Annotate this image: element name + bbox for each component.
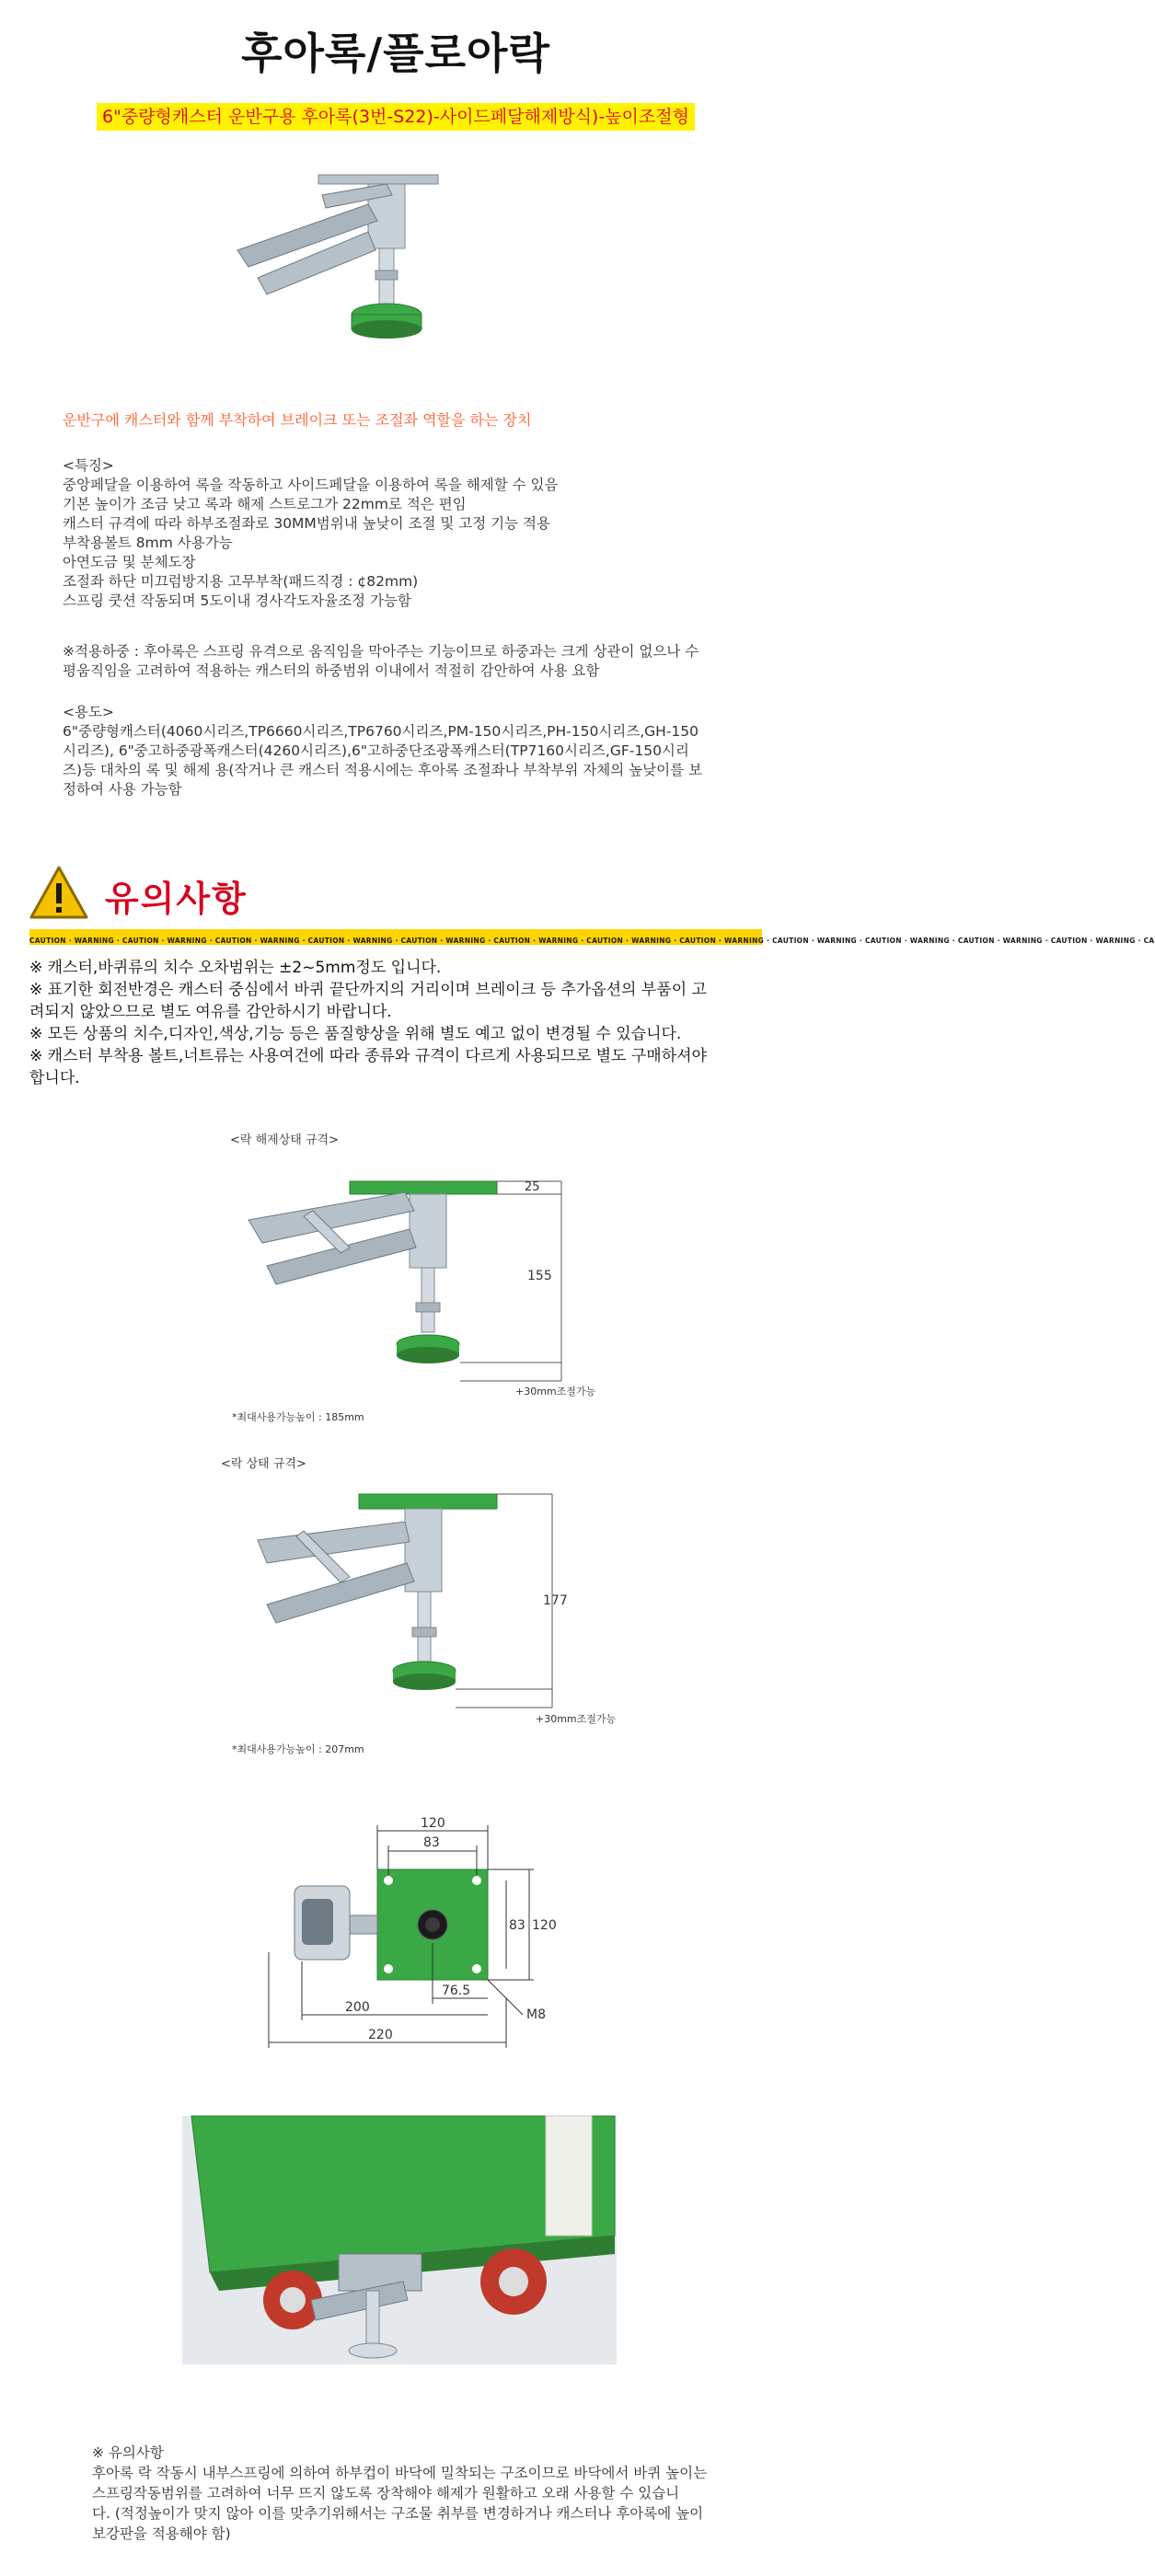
dim-height: 177	[543, 1593, 568, 1608]
dim-bolt: M8	[526, 2007, 546, 2022]
feature-line: 기본 높이가 조금 낮고 록과 해제 스트로그가 22mm로 적은 편임	[63, 496, 467, 512]
footer-line: 스프링작동범위를 고려하여 너무 뜨지 않도록 장착해야 해제가 원활하고 오래 사용할 수 있습니	[92, 2485, 680, 2501]
feature-line: 조절좌 하단 미끄럼방지용 고무부착(패드직경 : ¢82mm)	[63, 573, 419, 590]
warning-band	[29, 929, 1155, 945]
page-title: 후아록/플로아락	[241, 29, 550, 78]
footer-line: 보강판을 적용해야 함)	[92, 2525, 231, 2542]
load-note-section	[63, 642, 744, 681]
usage-line: 즈)등 대차의 록 및 해제 용(작거나 큰 캐스터 적용시에는 후아록 조절좌나 부착부위 자체의 높낮이를 보	[63, 762, 702, 778]
caution-header	[29, 865, 582, 929]
dim-plate-width: 120	[421, 1816, 445, 1831]
warning-band-text: CAUTION · WARNING · CAUTION · WARNING · CAUTION · WARNING · CAUTION · WARNING · CAUTION · WARNING · CAUTION · WARNING · CAUTION · WARNING · CAUTION · WARNING · CAUTION · WARNING · CAUTION · WARNING · CAUTION · WARNING · CAUTION · WARNING · CA	[29, 937, 1155, 945]
usage-heading: <용도>	[63, 704, 114, 720]
application-photo	[182, 2116, 617, 2364]
unlocked-spec-diagram	[212, 1156, 626, 1404]
load-note-line: 평움직임을 고려하여 적용하는 캐스터의 하중범위 이내에서 적절히 감안하여 사용 요함	[63, 662, 600, 679]
dim-top-offset: 25	[525, 1180, 540, 1194]
features-section	[63, 456, 744, 611]
dim-hole-width: 83	[423, 1835, 440, 1850]
plate-dimension-diagram	[230, 1814, 598, 2090]
footer-heading: ※ 유의사항	[92, 2444, 164, 2461]
locked-spec-label: <락 상태 규격>	[221, 1457, 306, 1471]
caution-note: 려되지 않았으므로 별도 여유를 감안하시기 바랍니다.	[29, 1003, 392, 1021]
unlocked-spec-label: <락 해제상태 규격>	[230, 1133, 339, 1147]
feature-line: 중앙페달을 이용하여 록을 작동하고 사이드페달을 이용하여 록을 해제할 수 있음	[63, 477, 559, 493]
caution-note: 합니다.	[29, 1069, 80, 1087]
hero-product-image	[230, 167, 469, 342]
usage-line: 6"중량형캐스터(4060시리즈,TP6660시리즈,TP6760시리즈,PM-150시리즈,PH-150시리즈,GH-150	[63, 723, 699, 740]
usage-line: 시리즈), 6"중고하중광폭캐스터(4260시리즈),6"고하중단조광폭캐스터(TP7160시리즈,GF-150시리	[63, 742, 689, 759]
dim-center-offset: 76.5	[442, 1984, 471, 1998]
feature-line: 부착용볼트 8mm 사용가능	[63, 535, 233, 551]
locked-spec-diagram	[212, 1476, 626, 1733]
caution-note: ※ 캐스터,바퀴류의 치수 오차범위는 ±2~5mm정도 입니다.	[29, 959, 442, 977]
dim-height: 155	[527, 1269, 552, 1283]
dim-adjust: +30mm조절가능	[515, 1386, 596, 1397]
locked-max-height: *최대사용가능높이 : 207mm	[232, 1743, 364, 1755]
caution-note: ※ 캐스터 부착용 볼트,너트류는 사용여건에 따라 종류와 규격이 다르게 사용되므로 별도 구매하셔야	[29, 1047, 707, 1065]
caution-notes	[29, 957, 766, 1089]
feature-line: 스프링 쿳션 작동되며 5도이내 경사각도자율조정 가능함	[63, 592, 411, 609]
product-subtitle: 6"중량형캐스터 운반구용 후아록(3번-S22)-사이드페달해제방식)-높이조절형	[97, 103, 695, 131]
features-heading: <특징>	[63, 457, 114, 474]
usage-line: 정하여 사용 가능함	[63, 781, 182, 798]
feature-line: 아연도금 및 분체도장	[63, 554, 196, 570]
caution-title: 유의사항	[105, 879, 248, 919]
intro-description: 운반구에 캐스터와 함께 부착하여 브레이크 또는 조절좌 역할을 하는 장치	[63, 411, 532, 429]
dim-total: 220	[368, 2028, 393, 2042]
warning-triangle-icon	[29, 865, 88, 920]
usage-section	[63, 703, 744, 799]
caution-note: ※ 모든 상품의 치수,디자인,색상,기능 등은 품질향상을 위해 별도 예고 없이 변경될 수 있습니다.	[29, 1025, 682, 1043]
footer-line: 다. (적정높이가 맞지 않아 이를 맞추기위해서는 구조물 취부를 변경하거나 캐스터나 후아록에 높이	[92, 2505, 704, 2522]
footer-notes	[92, 2443, 736, 2544]
dim-adjust: +30mm조절가능	[536, 1713, 617, 1725]
dim-plate-height: 120	[532, 1918, 557, 1933]
dim-hole-height: 83	[509, 1918, 526, 1933]
unlocked-max-height: *최대사용가능높이 : 185mm	[232, 1411, 364, 1423]
footer-line: 후아록 락 작동시 내부스프링에 의하여 하부컵이 바닥에 밀착되는 구조이므로 바닥에서 바퀴 높이는	[92, 2465, 708, 2481]
caution-note: ※ 표기한 회전반경은 캐스터 중심에서 바퀴 끝단까지의 거리이며 브레이크 등 추가옵션의 부품이 고	[29, 981, 707, 999]
feature-line: 캐스터 규격에 따라 하부조절좌로 30MM범위내 높낮이 조절 및 고정 기능 적용	[63, 515, 550, 532]
subtitle-wrap	[0, 103, 791, 131]
load-note-line: ※적용하중 : 후아록은 스프링 유격으로 움직임을 막아주는 기능이므로 하중과는 크게 상관이 없으나 수	[63, 643, 699, 660]
dim-body: 200	[345, 2000, 370, 2015]
